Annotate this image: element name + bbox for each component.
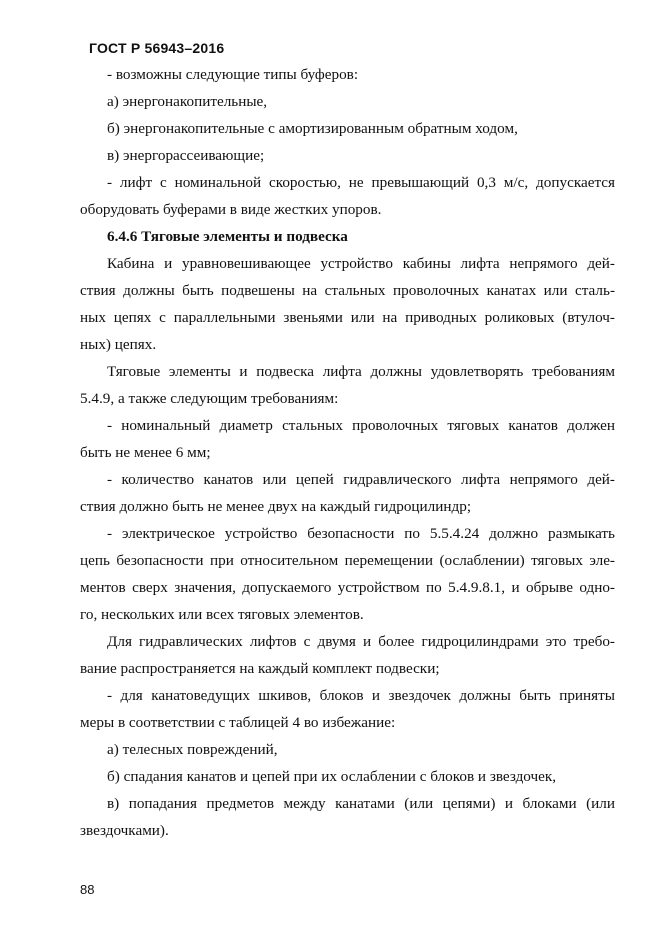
text-line: звездочками). [80,822,169,839]
text-line: б) энергонакопительные с амортизированным обратным ходом, [107,120,518,137]
text-line: 5.4.9, а также следующим требованиям: [80,390,339,407]
text-line: в) попадания предметов между канатами (или цепями) и блоками (или [107,795,615,812]
text-line: - возможны следующие типы буферов: [107,66,359,83]
text-line: Кабина и уравновешивающее устройство кабины лифта непрямого дей- [107,255,615,272]
text-line: цепь безопасности при относительном перемещении (ослаблении) тяговых эле- [80,552,615,569]
text-line: - лифт с номинальной скоростью, не превышающий 0,3 м/с, допускается [107,174,615,191]
text-line: Для гидравлических лифтов с двумя и более гидроцилиндрами это требо- [107,633,615,650]
text-line: ных цепях с параллельными звеньями или на приводных роликовых (втулоч- [80,309,615,326]
text-line: ствия должно быть не менее двух на каждый гидроцилиндр; [80,498,472,515]
text-line: а) телесных повреждений, [107,741,278,758]
text-line: в) энергорассеивающие; [107,147,265,164]
document-body [80,61,615,844]
text-line: - электрическое устройство безопасности по 5.5.4.24 должно размыкать [107,525,615,542]
text-line: б) спадания канатов и цепей при их ослаблении с блоков и звездочек, [107,768,557,785]
text-line: - количество канатов или цепей гидравлического лифта непрямого дей- [107,471,615,488]
text-line: - для канатоведущих шкивов, блоков и звездочек должны быть приняты [107,687,615,704]
document-header: ГОСТ Р 56943–2016 [89,40,225,56]
text-line: вание распространяется на каждый комплект подвески; [80,660,440,677]
text-line: ментов сверх значения, допускаемого устройством по 5.4.9.8.1, и обрыве одно- [80,579,615,596]
text-line: ствия должны быть подвешены на стальных проволочных канатах или сталь- [80,282,615,299]
page-number: 88 [80,882,95,897]
text-line: а) энергонакопительные, [107,93,268,110]
text-line: го, нескольких или всех тяговых элементов. [80,606,364,623]
text-line: ных) цепях. [80,336,157,353]
text-line: оборудовать буферами в виде жестких упоров. [80,201,382,218]
section-heading: 6.4.6 Тяговые элементы и подвеска [107,228,348,245]
text-line: Тяговые элементы и подвеска лифта должны удовлетворять требованиям [107,363,615,380]
text-line: быть не менее 6 мм; [80,444,211,461]
text-line: меры в соответствии с таблицей 4 во избежание: [80,714,396,731]
text-line: - номинальный диаметр стальных проволочных тяговых канатов должен [107,417,615,434]
